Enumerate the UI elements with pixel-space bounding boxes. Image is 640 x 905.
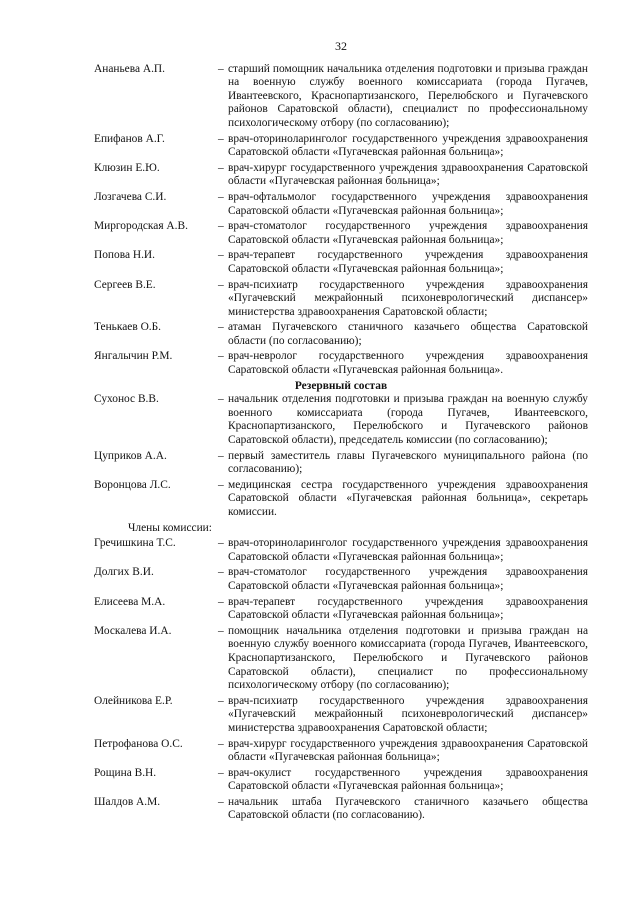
member-position: врач-психиатр государственного учреждения здравоохранения «Пугачевский межрайонный психоневрологический диспансер» министерства здравоохранения Саратовской области; [228,694,588,734]
member-name: Гречишкина Т.С. [94,537,176,550]
member-position: врач-стоматолог государственного учреждения здравоохранения Саратовской области «Пугачевская районная больница»; [228,566,588,592]
member-row [94,738,588,765]
member-position: первый заместитель главы Пугачевского муниципального района (по согласованию); [228,449,588,476]
member-position: врач-хирург государственного учреждения здравоохранения Саратовской области «Пугачевская районная больница»; [228,161,588,188]
page-number: 32 [335,39,347,53]
member-row [94,162,588,189]
member-name: Клюзин Е.Ю. [94,161,160,174]
main-members-list [94,63,588,378]
member-position: врач-оториноларинголог государственного учреждения здравоохранения Саратовской области «Пугачевская районная больница»; [228,132,588,159]
reserve-leaders-list [94,393,588,519]
member-row [94,767,588,794]
member-name: Тенькаев О.Б. [94,321,162,334]
dash-separator: – [218,220,224,233]
member-position: врач-хирург государственного учреждения здравоохранения Саратовской области «Пугачевская районная больница»; [228,737,588,764]
member-name: Ананьева А.П. [94,62,166,75]
dash-separator: – [218,537,224,550]
member-name: Рощина В.Н. [94,766,157,779]
dash-separator: – [218,321,224,334]
dash-separator: – [218,737,224,750]
member-row [94,63,588,131]
member-name: Москалева И.А. [94,624,172,637]
member-position: атаман Пугачевского станичного казачьего общества Саратовской области (по согласованию); [228,321,588,347]
reserve-members-list [94,537,588,823]
dash-separator: – [218,278,224,291]
member-name: Лозгачева С.И. [94,190,167,203]
dash-separator: – [218,624,224,637]
member-name: Долгих В.И. [94,566,154,579]
member-row [94,350,588,377]
member-name: Шалдов А.М. [94,795,161,808]
member-position: врач-психиатр государственного учреждения здравоохранения «Пугачевский межрайонный психоневрологический диспансер» министерства здравоохранения Саратовской области; [228,278,588,318]
member-row [94,450,588,477]
member-row [94,566,588,593]
member-name: Епифанов А.Г. [94,132,165,145]
dash-separator: – [218,249,224,262]
dash-separator: – [218,190,224,203]
member-position: врач-оториноларинголог государственного учреждения здравоохранения Саратовской области «Пугачевская районная больница»; [228,537,588,563]
member-position: начальник отделения подготовки и призыва граждан на военную службу военного комиссариата (города Пугачев, Ивантеевского, Краснопартизанского, Перелюбского и Пугачевского районов Саратовской области), председатель комиссии (по согласованию); [228,393,588,447]
member-position: врач-невролог государственного учреждения здравоохранения Саратовской области «Пугачевская районная больница». [228,350,588,377]
dash-separator: – [218,393,224,406]
member-position: медицинская сестра государственного учреждения здравоохранения Саратовской области «Пугачевская районная больница», секретарь комиссии. [228,478,588,518]
member-name: Миргородская А.В. [94,220,188,233]
member-name: Сергеев В.Е. [94,278,156,291]
dash-separator: – [218,595,224,608]
dash-separator: – [218,566,224,579]
member-name: Янгалычин Р.М. [94,350,173,363]
member-position: помощник начальника отделения подготовки и призыва граждан на военную службу военного комиссариата (города Пугачев, Ивантеевского, Краснопартизанского, Перелюбского и Пугачевского районов Саратовской области), специалист по профессиональному психологическому отбору (по согласованию); [228,624,588,692]
member-position: врач-офтальмолог государственного учреждения здравоохранения Саратовской области «Пугачевская районная больница»; [228,190,588,217]
dash-separator: – [218,766,224,779]
member-row [94,479,588,520]
dash-separator: – [218,350,224,363]
dash-separator: – [218,62,224,75]
member-row [94,249,588,276]
member-row [94,133,588,160]
members-label: Члены комиссии: [128,521,212,534]
member-row [94,625,588,693]
member-name: Воронцова Л.С. [94,478,171,491]
member-name: Петрофанова О.С. [94,737,183,750]
dash-separator: – [218,694,224,707]
member-row [94,537,588,564]
member-row [94,596,588,623]
member-name: Олейникова Е.Р. [94,694,173,707]
member-position: начальник штаба Пугачевского станичного казачьего общества Саратовской области (по согласованию). [228,795,588,822]
dash-separator: – [218,132,224,145]
dash-separator: – [218,795,224,808]
reserve-heading: Резервный состав [294,379,388,392]
member-row [94,695,588,736]
dash-separator: – [218,449,224,462]
member-row [94,393,588,447]
member-row [94,191,588,218]
member-name: Цуприков А.А. [94,449,167,462]
member-position: старший помощник начальника отделения подготовки и призыва граждан на военную службу военного комиссариата (города Пугачев, Ивантеевского, Краснопартизанского, Перелюбского и Пугачевского районов Саратовской области), специалист по профессиональному психологическому отбору (по согласованию); [228,62,588,129]
member-name: Попова Н.И. [94,249,155,262]
dash-separator: – [218,478,224,491]
member-name: Елисеева М.А. [94,595,166,608]
member-position: врач-окулист государственного учреждения здравоохранения Саратовской области «Пугачевская районная больница»; [228,766,588,793]
member-row [94,796,588,823]
dash-separator: – [218,161,224,174]
member-row [94,321,588,348]
member-position: врач-стоматолог государственного учреждения здравоохранения Саратовской области «Пугачевская районная больница»; [228,220,588,246]
member-position: врач-терапевт государственного учреждения здравоохранения Саратовской области «Пугачевская районная больница»; [228,595,588,622]
member-row [94,279,588,320]
member-position: врач-терапевт государственного учреждения здравоохранения Саратовской области «Пугачевская районная больница»; [228,249,588,275]
member-name: Сухонос В.В. [94,393,159,406]
member-row [94,220,588,247]
